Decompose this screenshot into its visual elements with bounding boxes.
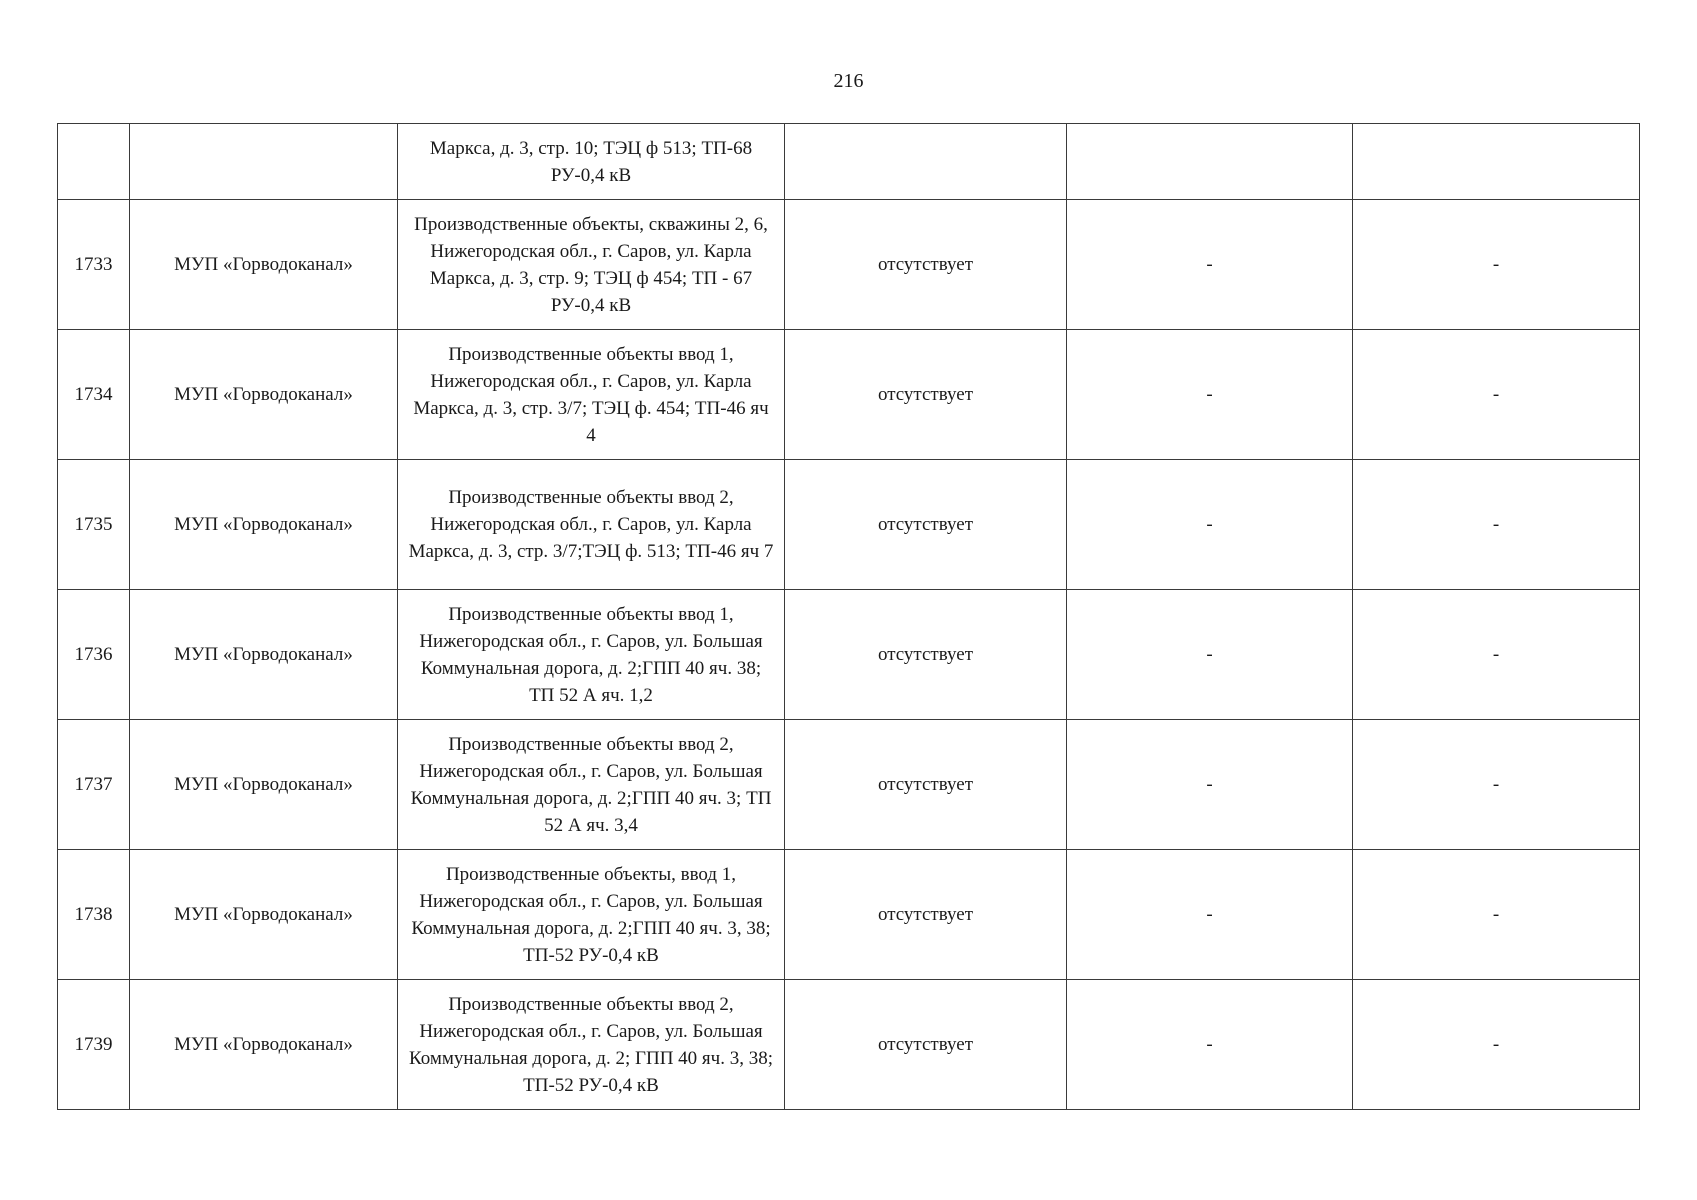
cell-col5: -: [1067, 850, 1353, 980]
cell-col5: -: [1067, 330, 1353, 460]
cell-number: 1739: [58, 980, 130, 1110]
cell-object: Производственные объекты ввод 1, Нижегородская обл., г. Саров, ул. Большая Коммунальная дорога, д. 2;ГПП 40 яч. 38; ТП 52 А яч. 1,2: [398, 590, 785, 720]
cell-col5: -: [1067, 200, 1353, 330]
cell-object: Производственные объекты ввод 2, Нижегородская обл., г. Саров, ул. Большая Коммунальная дорога, д. 2;ГПП 40 яч. 3; ТП 52 А яч. 3,4: [398, 720, 785, 850]
cell-number: [58, 124, 130, 200]
cell-number: 1735: [58, 460, 130, 590]
cell-organization: МУП «Горводоканал»: [130, 460, 398, 590]
cell-organization: МУП «Горводоканал»: [130, 980, 398, 1110]
page-number: 216: [833, 70, 864, 92]
cell-col5: -: [1067, 590, 1353, 720]
cell-col5: -: [1067, 460, 1353, 590]
cell-object: Производственные объекты, ввод 1, Нижегородская обл., г. Саров, ул. Большая Коммунальная дорога, д. 2;ГПП 40 яч. 3, 38; ТП-52 РУ-0,4 кВ: [398, 850, 785, 980]
cell-number: 1734: [58, 330, 130, 460]
cell-object: Производственные объекты ввод 1, Нижегородская обл., г. Саров, ул. Карла Маркса, д. 3, стр. 3/7; ТЭЦ ф. 454; ТП-46 яч 4: [398, 330, 785, 460]
cell-object: Маркса, д. 3, стр. 10; ТЭЦ ф 513; ТП-68 РУ-0,4 кВ: [398, 124, 785, 200]
cell-object: Производственные объекты ввод 2, Нижегородская обл., г. Саров, ул. Большая Коммунальная дорога, д. 2; ГПП 40 яч. 3, 38; ТП-52 РУ-0,4 кВ: [398, 980, 785, 1110]
cell-organization: МУП «Горводоканал»: [130, 330, 398, 460]
table-row: [58, 460, 1640, 590]
cell-number: 1737: [58, 720, 130, 850]
registry-table: [57, 123, 1640, 1110]
cell-object: Производственные объекты ввод 2, Нижегородская обл., г. Саров, ул. Карла Маркса, д. 3, стр. 3/7;ТЭЦ ф. 513; ТП-46 яч 7: [398, 460, 785, 590]
table-row: [58, 720, 1640, 850]
cell-organization: [130, 124, 398, 200]
cell-status: отсутствует: [785, 590, 1067, 720]
table-row: [58, 590, 1640, 720]
table-row-continuation: [58, 124, 1640, 200]
cell-col5: -: [1067, 720, 1353, 850]
cell-object: Производственные объекты, скважины 2, 6, Нижегородская обл., г. Саров, ул. Карла Маркса, д. 3, стр. 9; ТЭЦ ф 454; ТП - 67 РУ-0,4 кВ: [398, 200, 785, 330]
cell-organization: МУП «Горводоканал»: [130, 850, 398, 980]
table-row: [58, 330, 1640, 460]
cell-number: 1733: [58, 200, 130, 330]
cell-col5: -: [1067, 980, 1353, 1110]
cell-col6: -: [1353, 850, 1640, 980]
table-row: [58, 980, 1640, 1110]
cell-status: отсутствует: [785, 980, 1067, 1110]
cell-number: 1736: [58, 590, 130, 720]
cell-col6: [1353, 124, 1640, 200]
cell-col6: -: [1353, 590, 1640, 720]
cell-col6: -: [1353, 980, 1640, 1110]
cell-col6: -: [1353, 460, 1640, 590]
cell-organization: МУП «Горводоканал»: [130, 720, 398, 850]
cell-status: отсутствует: [785, 720, 1067, 850]
cell-col6: -: [1353, 720, 1640, 850]
cell-organization: МУП «Горводоканал»: [130, 590, 398, 720]
cell-status: отсутствует: [785, 460, 1067, 590]
cell-organization: МУП «Горводоканал»: [130, 200, 398, 330]
cell-status: отсутствует: [785, 200, 1067, 330]
table-row: [58, 200, 1640, 330]
cell-col5: [1067, 124, 1353, 200]
table-row: [58, 850, 1640, 980]
registry-table-body: [58, 124, 1640, 1110]
cell-col6: -: [1353, 330, 1640, 460]
cell-status: отсутствует: [785, 330, 1067, 460]
cell-status: [785, 124, 1067, 200]
cell-number: 1738: [58, 850, 130, 980]
cell-col6: -: [1353, 200, 1640, 330]
cell-status: отсутствует: [785, 850, 1067, 980]
